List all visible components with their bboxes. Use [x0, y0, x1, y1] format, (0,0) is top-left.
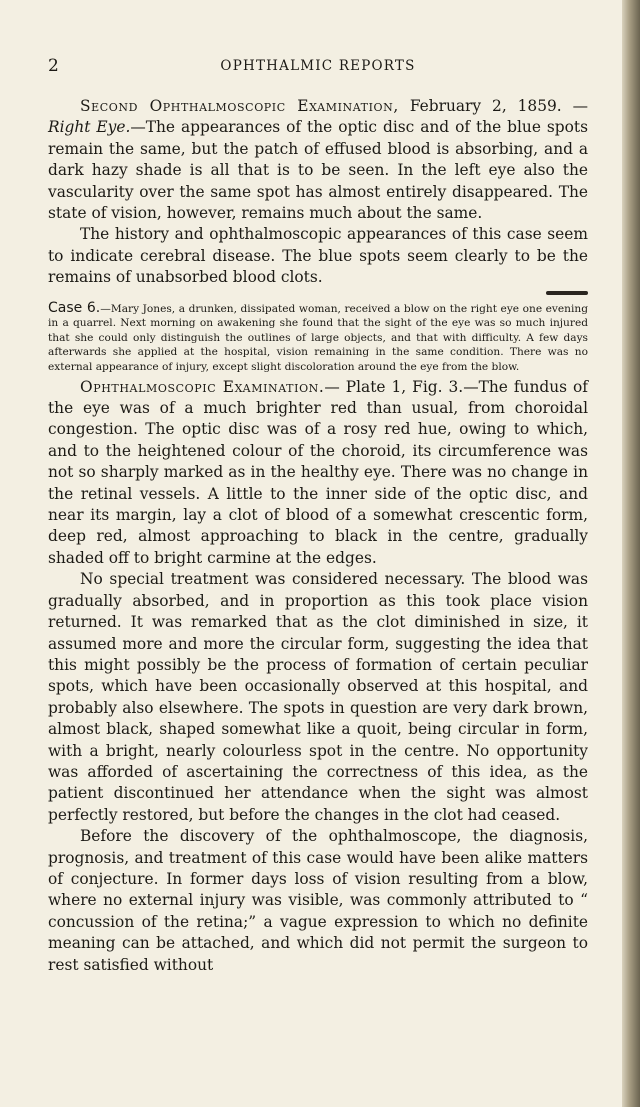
paragraph-second-examination [48, 96, 588, 224]
case-6-summary [48, 301, 588, 375]
case-label: Case 6. [48, 299, 101, 316]
page-header [48, 56, 588, 78]
paragraph-history: The history and ophthalmoscopic appearances of this case seem to indicate cerebral disease. The blue spots seem clearly to be the remains of unabsorbed blood clots. [48, 225, 588, 287]
section-ornament [546, 291, 588, 295]
examination-date: February 2, 1859. [398, 97, 562, 115]
body-text [48, 96, 588, 976]
section-heading: Second Ophthalmoscopic Examination, [80, 97, 399, 115]
dash: — [572, 97, 588, 115]
paragraph-text: — Plate 1, Fig. 3.—The fundus of the eye was of a much brighter red than usual, from choroidal congestion. The optic disc was of a rosy red hue, owing to which, and to the heightened colour of the choroid, its circumference was not so sharply marked as in the healthy eye. There was no change in the retinal vessels. A little to the inner side of the optic disc, and near its margin, lay a clot of blood of a somewhat crescentic form, deep red, almost approaching to black in the centre, gradually shaded off to bright carmine at the edges. [48, 377, 588, 567]
paragraph-text: —The appearances of the optic disc and of the blue spots remain the same, but the patch of effused blood is absorbing, and a dark hazy shade is all that is to be seen. In the left eye also the vascularity over the same spot has almost entirely disappeared. The state of vision, however, remains much about the same. [48, 118, 588, 223]
page-edge [622, 0, 640, 1107]
paragraph-discovery: Before the discovery of the ophthalmoscope, the diagnosis, prognosis, and treatment of this case would have been alike matters of conjecture. In former days loss of vision resulting from a blow, where no external injury was visible, was commonly attributed to “ concussion of the retina;” a vague expression to which no definite meaning can be attached, and which did not permit the surgeon to rest satisfied without [48, 827, 588, 974]
paragraph-treatment: No special treatment was considered necessary. The blood was gradually absorbed, and in proportion as this took place vision returned. It was remarked that as the clot diminished in size, it assumed more and more the circular form, suggesting the idea that this might possibly be the process of formation of certain peculiar spots, which have been occasionally observed at this hospital, and probably also elsewhere. The spots in question are very dark brown, almost black, shaped somewhat like a quoit, being circular in form, with a bright, nearly colourless spot in the centre. No opportunity was afforded of ascertaining the correctness of this idea, as the patient discontinued her attendance when the sight was almost perfectly restored, but before the changes in the clot had ceased. [48, 570, 588, 824]
paragraph-ophthalmoscopic-examination [48, 377, 588, 570]
page-number: 2 [48, 56, 59, 76]
running-head: OPHTHALMIC REPORTS [220, 58, 416, 74]
case-text: —Mary Jones, a drunken, dissipated woman, received a blow on the right eye one evening in a quarrel. Next morning on awakening she found that the sight of the eye was so much injured that she could only distinguish the outlines of large objects, and that with difficulty. A few days afterwards she applied at the hospital, vision remaining in the same condition. There was no external appearance of injury, except slight discoloration around the eye from the blow. [48, 302, 588, 374]
eye-label: Right Eye. [48, 118, 131, 137]
section-heading: Ophthalmoscopic Examination. [80, 377, 325, 396]
